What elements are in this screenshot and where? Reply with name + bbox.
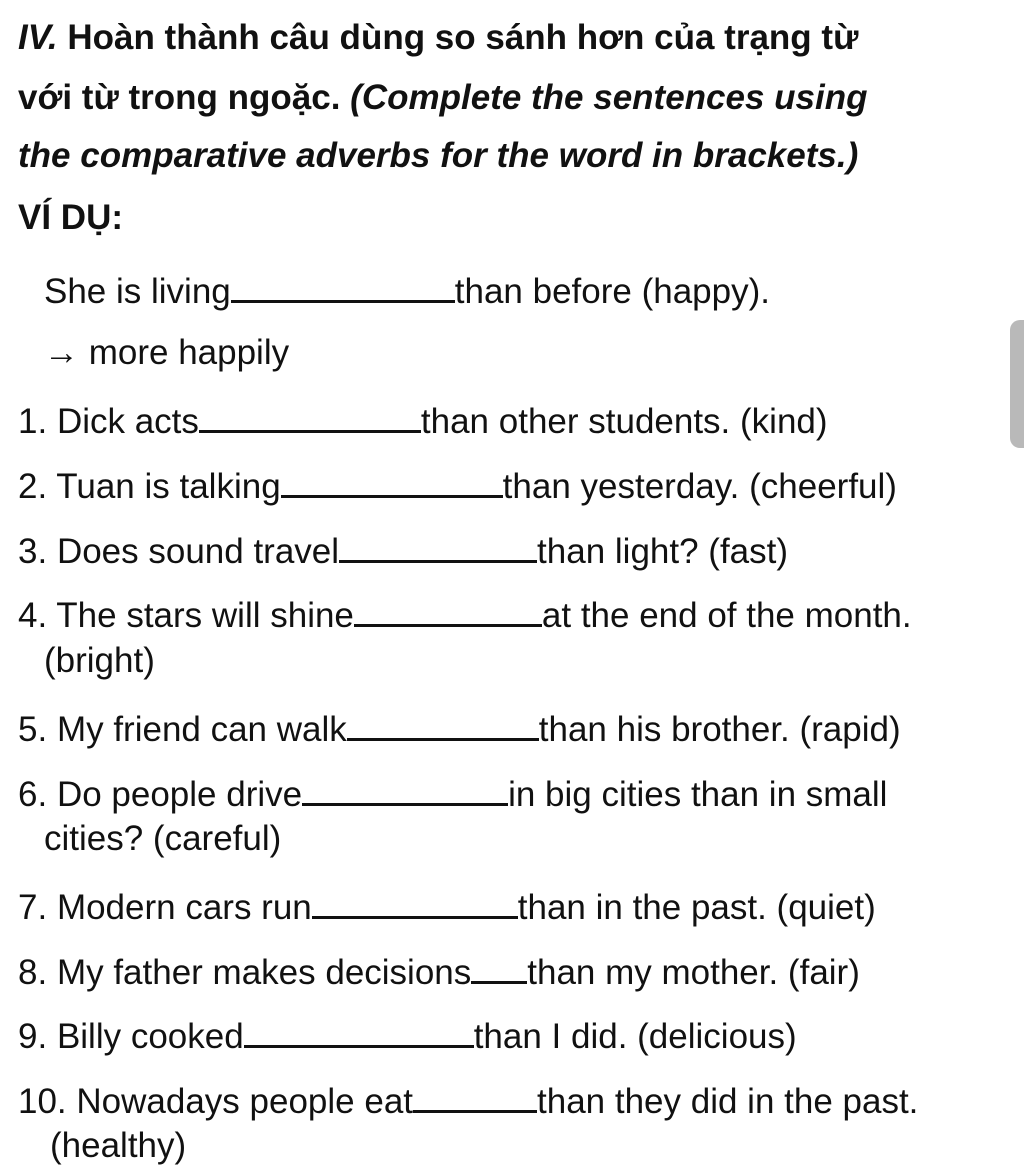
heading-text-en: (Complete the sentences using [340,78,868,117]
exercise-number: 7. [18,888,48,927]
answer-blank[interactable] [244,1015,474,1048]
answer-blank[interactable] [199,400,421,433]
exercise-5 [18,708,901,747]
exercise-number: 3. [18,532,48,571]
example-sentence-end: than before (happy). [454,272,770,311]
exercise-text-after: in big cities than in small [508,775,888,814]
exercise-text-before: My friend can walk [56,710,347,749]
exercise-4-continued: (bright) [44,641,155,680]
exercise-text-after: than his brother. (rapid) [538,710,901,749]
exercise-1 [18,400,828,439]
exercise-text-after: at the end of the month. [541,596,912,635]
exercise-text-before: Dick acts [56,402,199,441]
heading-text-en-2: the comparative adverbs for the word in brackets.) [18,136,859,175]
answer-blank[interactable] [354,594,542,627]
exercise-2 [18,465,897,504]
answer-blank[interactable] [281,465,503,498]
exercise-number: 6. [18,775,48,814]
exercise-text-after: than yesterday. (cheerful) [502,467,897,506]
exercise-text-before: My father makes decisions [56,953,472,992]
exercise-8 [18,951,860,990]
scroll-handle[interactable] [1010,320,1024,448]
exercise-text-before: The stars will shine [56,596,354,635]
answer-blank[interactable] [312,886,518,919]
answer-blank[interactable] [413,1080,537,1113]
exercise-4 [18,594,912,633]
exercise-10-continued: (healthy) [50,1126,187,1165]
example-blank [231,270,455,303]
exercise-text-after: than in the past. (quiet) [517,888,876,927]
exercise-text-after: than I did. (delicious) [473,1017,797,1056]
exercise-number: 9. [18,1017,48,1056]
exercise-text-before: Does sound travel [56,532,340,571]
example-label: VÍ DỤ: [18,198,123,237]
exercise-number: 5. [18,710,48,749]
heading-text-vi-2: với từ trong ngoặc. [18,78,341,117]
exercise-7 [18,886,876,925]
exercise-6-continued: cities? (careful) [44,819,282,858]
exercise-10 [18,1080,918,1119]
exercise-text-after: than they did in the past. [537,1082,919,1121]
answer-blank[interactable] [347,708,539,741]
heading-line-3 [18,138,858,173]
exercise-text-before: Modern cars run [56,888,312,927]
exercise-6 [18,773,887,812]
exercise-3 [18,530,788,569]
exercise-text-before: Nowadays people eat [76,1082,414,1121]
exercise-text-after: than light? (fast) [537,532,789,571]
example-answer: → more happily [44,333,290,372]
exercise-number: 2. [18,467,48,506]
exercise-text-before: Do people drive [56,775,303,814]
answer-blank[interactable] [339,530,537,563]
exercise-text-after: than my mother. (fair) [527,953,860,992]
exercise-text-before: Billy cooked [56,1017,244,1056]
heading-line-2 [18,80,868,115]
exercise-number: 1. [18,402,48,441]
example-sentence [44,270,770,309]
example-sentence-start: She is living [44,272,231,311]
exercise-9 [18,1015,797,1054]
exercise-number: 4. [18,596,48,635]
exercise-text-after: than other students. (kind) [420,402,828,441]
answer-blank[interactable] [471,951,527,984]
heading-text-vi: Hoàn thành câu dùng so sánh hơn của trạng từ [57,18,859,57]
exercise-number: 8. [18,953,48,992]
heading-line-1 [18,20,858,55]
answer-blank[interactable] [302,773,508,806]
exercise-number: 10. [18,1082,67,1121]
exercise-text-before: Tuan is talking [56,467,281,506]
section-number: IV. [18,18,58,57]
